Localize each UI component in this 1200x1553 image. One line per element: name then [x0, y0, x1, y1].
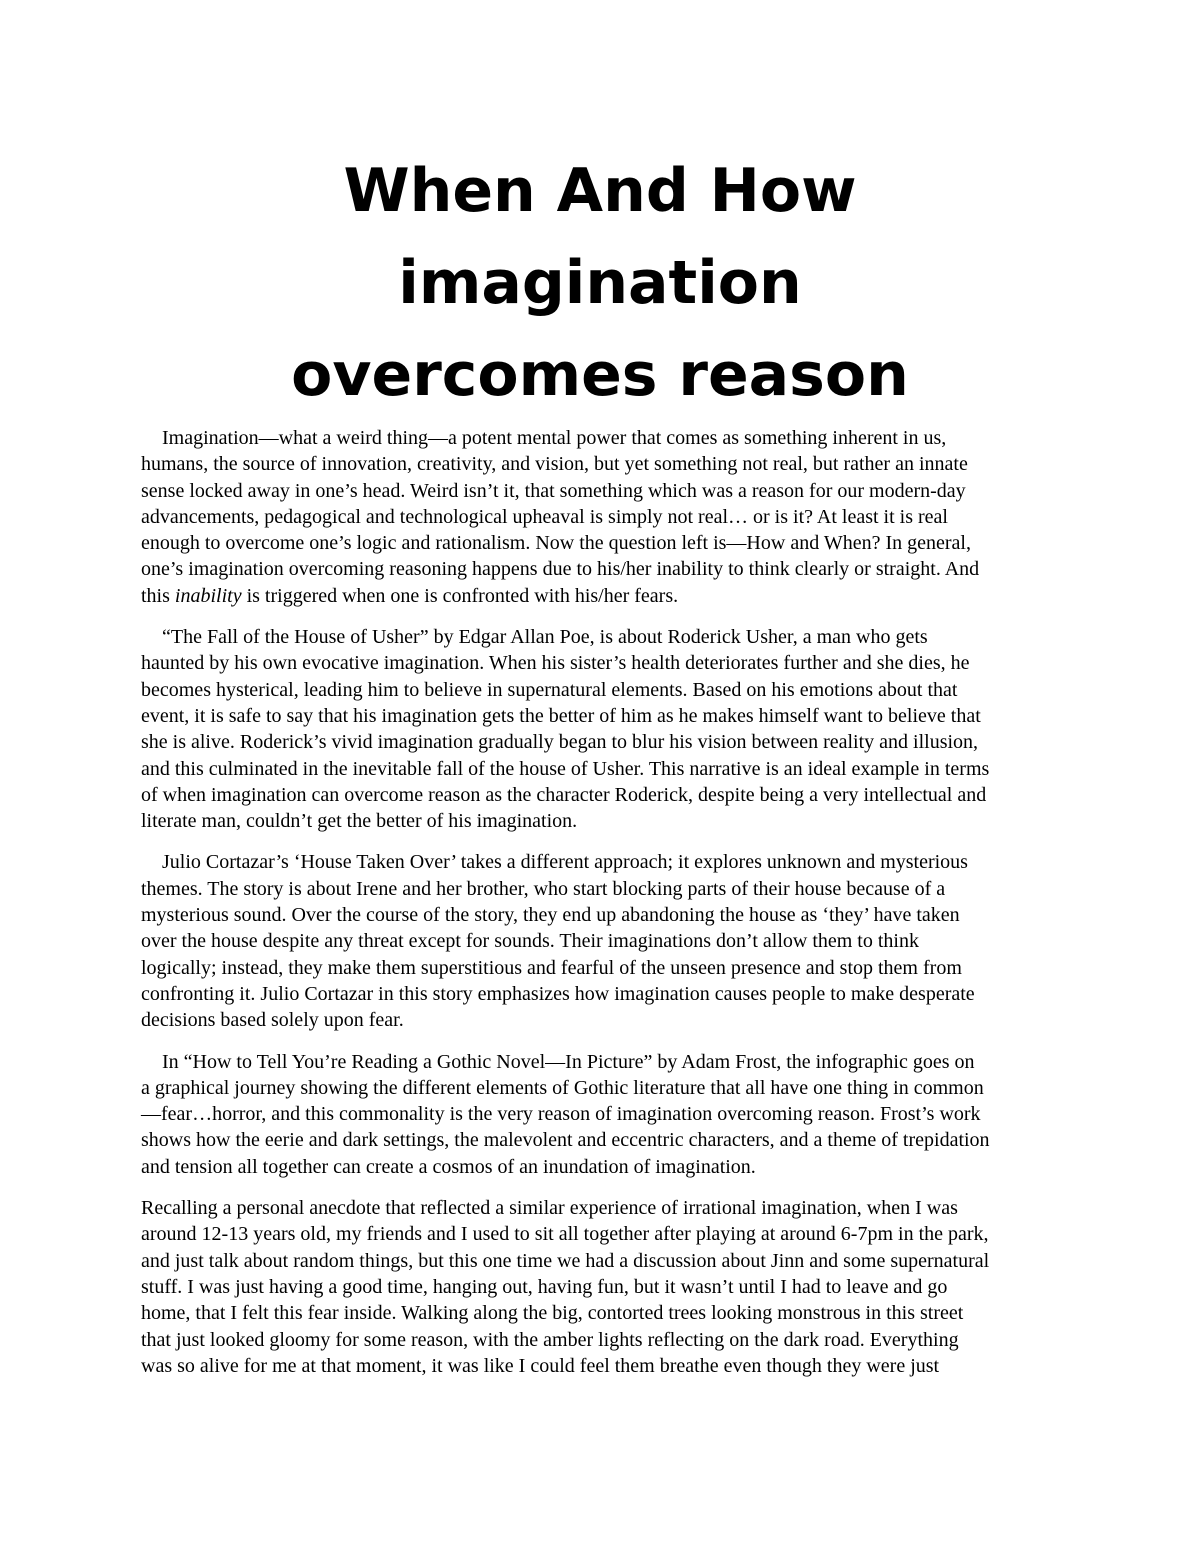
- paragraph-introduction: [141, 425, 1066, 609]
- title-line: imagination: [398, 248, 802, 318]
- paragraph-personal-anecdote: [141, 1195, 1066, 1379]
- text-line: Julio Cortazar’s ‘House Taken Over’ takes a different approach; it explores unknown and mysterious: [162, 851, 968, 874]
- text-line: and tension all together can create a cosmos of an inundation of imagination.: [141, 1155, 756, 1178]
- text-line: enough to overcome one’s logic and rationalism. Now the question left is—How and When? In general,: [141, 532, 971, 555]
- text-line: becomes hysterical, leading him to believe in supernatural elements. Based on his emotions about that: [141, 678, 958, 701]
- text-fragment: is triggered when one is confronted with his/her fears.: [241, 584, 679, 607]
- text-line: confronting it. Julio Cortazar in this story emphasizes how imagination causes people to make desperate: [141, 982, 975, 1005]
- text-line: one’s imagination overcoming reasoning happens due to his/her inability to think clearly or straight. And: [141, 558, 980, 581]
- text-line: was so alive for me at that moment, it was like I could feel them breathe even though they were just: [141, 1354, 940, 1377]
- text-line: shows how the eerie and dark settings, the malevolent and eccentric characters, and a theme of trepidation: [141, 1129, 990, 1152]
- paragraph-usher: [141, 624, 1066, 834]
- text-line: a graphical journey showing the different elements of Gothic literature that all have one thing in common: [141, 1076, 984, 1099]
- document-body: [141, 425, 1066, 1394]
- text-line: themes. The story is about Irene and her brother, who start blocking parts of their house because of a: [141, 877, 946, 900]
- text-line: and this culminated in the inevitable fall of the house of Usher. This narrative is an ideal example in terms: [141, 757, 990, 780]
- text-line: haunted by his own evocative imagination. When his sister’s health deteriorates further and she dies, he: [141, 652, 970, 675]
- text-line: [141, 583, 1066, 609]
- text-line: Recalling a personal anecdote that reflected a similar experience of irrational imagination, when I was: [141, 1197, 958, 1220]
- text-line: “The Fall of the House of Usher” by Edgar Allan Poe, is about Roderick Usher, a man who gets: [162, 626, 928, 649]
- text-line: she is alive. Roderick’s vivid imagination gradually began to blur his vision between reality and illusion,: [141, 731, 979, 754]
- text-line: decisions based solely upon fear.: [141, 1009, 404, 1032]
- text-line: stuff. I was just having a good time, hanging out, having fun, but it wasn’t until I had to leave and go: [141, 1275, 948, 1298]
- text-fragment: this: [141, 584, 175, 607]
- text-line: In “How to Tell You’re Reading a Gothic Novel—In Picture” by Adam Frost, the infographic goes on: [162, 1050, 975, 1073]
- text-line: advancements, pedagogical and technological upheaval is simply not real… or is it? At least it is real: [141, 505, 948, 528]
- text-line: that just looked gloomy for some reason, with the amber lights reflecting on the dark road. Everything: [141, 1328, 959, 1351]
- text-line: event, it is safe to say that his imagination gets the better of him as he makes himself want to believe that: [141, 704, 981, 727]
- paragraph-cortazar: [141, 849, 1066, 1033]
- text-line: logically; instead, they make them superstitious and fearful of the unseen presence and stop them from: [141, 956, 962, 979]
- text-line: humans, the source of innovation, creativity, and vision, but yet something not real, but rather an innate: [141, 453, 968, 476]
- text-line: Imagination—what a weird thing—a potent mental power that comes as something inherent in us,: [162, 427, 947, 449]
- text-line: mysterious sound. Over the course of the story, they end up abandoning the house as ‘they’ have taken: [141, 904, 960, 927]
- title-line: overcomes reason: [291, 340, 909, 410]
- paragraph-frost: [141, 1049, 1066, 1180]
- text-line: over the house despite any threat except for sounds. Their imaginations don’t allow them to think: [141, 930, 919, 953]
- text-line: and just talk about random things, but this one time we had a discussion about Jinn and some supernatural: [141, 1249, 990, 1272]
- text-line: around 12-13 years old, my friends and I used to sit all together after playing at around 6-7pm in the park,: [141, 1223, 989, 1246]
- text-line: of when imagination can overcome reason as the character Roderick, despite being a very intellectual and: [141, 783, 987, 806]
- text-line: —fear…horror, and this commonality is the very reason of imagination overcoming reason. Frost’s work: [141, 1103, 981, 1126]
- text-line: home, that I felt this fear inside. Walking along the big, contorted trees looking monstrous in this street: [141, 1302, 964, 1325]
- title-line: When And How: [343, 156, 857, 226]
- document-title: [140, 145, 1060, 421]
- text-line: literate man, couldn’t get the better of his imagination.: [141, 810, 578, 833]
- text-line: sense locked away in one’s head. Weird isn’t it, that something which was a reason for our modern-day: [141, 479, 966, 502]
- emphasized-word: inability: [174, 584, 242, 607]
